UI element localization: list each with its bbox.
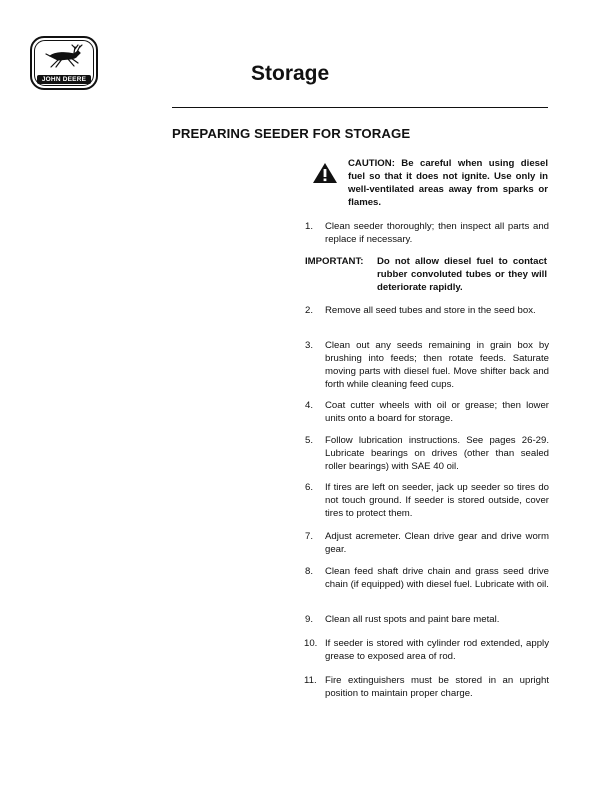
- page-title: Storage: [251, 62, 330, 85]
- step-number: 2.: [305, 305, 314, 316]
- step-number: 3.: [305, 340, 314, 351]
- step-number: 9.: [305, 614, 314, 625]
- john-deere-logo: [30, 36, 98, 90]
- step-number: 10.: [304, 638, 318, 649]
- step-text: Clean feed shaft drive chain and grass seed drive chain (if equipped) with diesel fuel. Lubricate with oil.: [325, 566, 549, 590]
- step-number: 6.: [305, 482, 314, 493]
- step-number: 5.: [305, 435, 314, 446]
- section-heading: PREPARING SEEDER FOR STORAGE: [172, 126, 411, 141]
- step-number: 8.: [305, 566, 314, 577]
- step-text: Fire extinguishers must be stored in an upright position to maintain proper charge.: [325, 675, 549, 699]
- title-divider: [172, 107, 548, 108]
- step-number: 7.: [305, 531, 314, 542]
- important-label: IMPORTANT:: [305, 256, 364, 267]
- warning-triangle-icon: [312, 162, 338, 184]
- step-text: Remove all seed tubes and store in the seed box.: [325, 305, 536, 316]
- step-text: Follow lubrication instructions. See pages 26-29. Lubricate bearings on drives (other than sealed roller bearings) with SAE 40 oil.: [325, 435, 549, 472]
- caution-text: CAUTION: Be careful when using diesel fuel so that it does not ignite. Use only in well-ventilated areas away from sparks or flames.: [348, 158, 548, 208]
- step-text: Clean out any seeds remaining in grain box by brushing into feeds; then rotate feeds. Saturate moving parts with diesel fuel. Move shifter back and forth while cleaning feed cups.: [325, 340, 549, 390]
- logo-text: JOHN DEERE: [37, 75, 91, 84]
- step-text: Clean seeder thoroughly; then inspect all parts and replace if necessary.: [325, 221, 549, 245]
- step-text: If tires are left on seeder, jack up seeder so tires do not touch ground. If seeder is stored outside, cover tires to protect them.: [325, 482, 549, 519]
- leaping-deer-icon: [44, 42, 86, 72]
- step-number: 4.: [305, 400, 314, 411]
- step-text: Adjust acremeter. Clean drive gear and drive worm gear.: [325, 531, 549, 555]
- step-text: If seeder is stored with cylinder rod extended, apply grease to exposed area of rod.: [325, 638, 549, 662]
- step-text: Coat cutter wheels with oil or grease; then lower units onto a board for storage.: [325, 400, 549, 424]
- important-text: Do not allow diesel fuel to contact rubber convoluted tubes or they will deteriorate rapidly.: [377, 256, 547, 293]
- step-text: Clean all rust spots and paint bare metal.: [325, 614, 500, 625]
- step-number: 1.: [305, 221, 314, 232]
- step-number: 11.: [304, 675, 317, 686]
